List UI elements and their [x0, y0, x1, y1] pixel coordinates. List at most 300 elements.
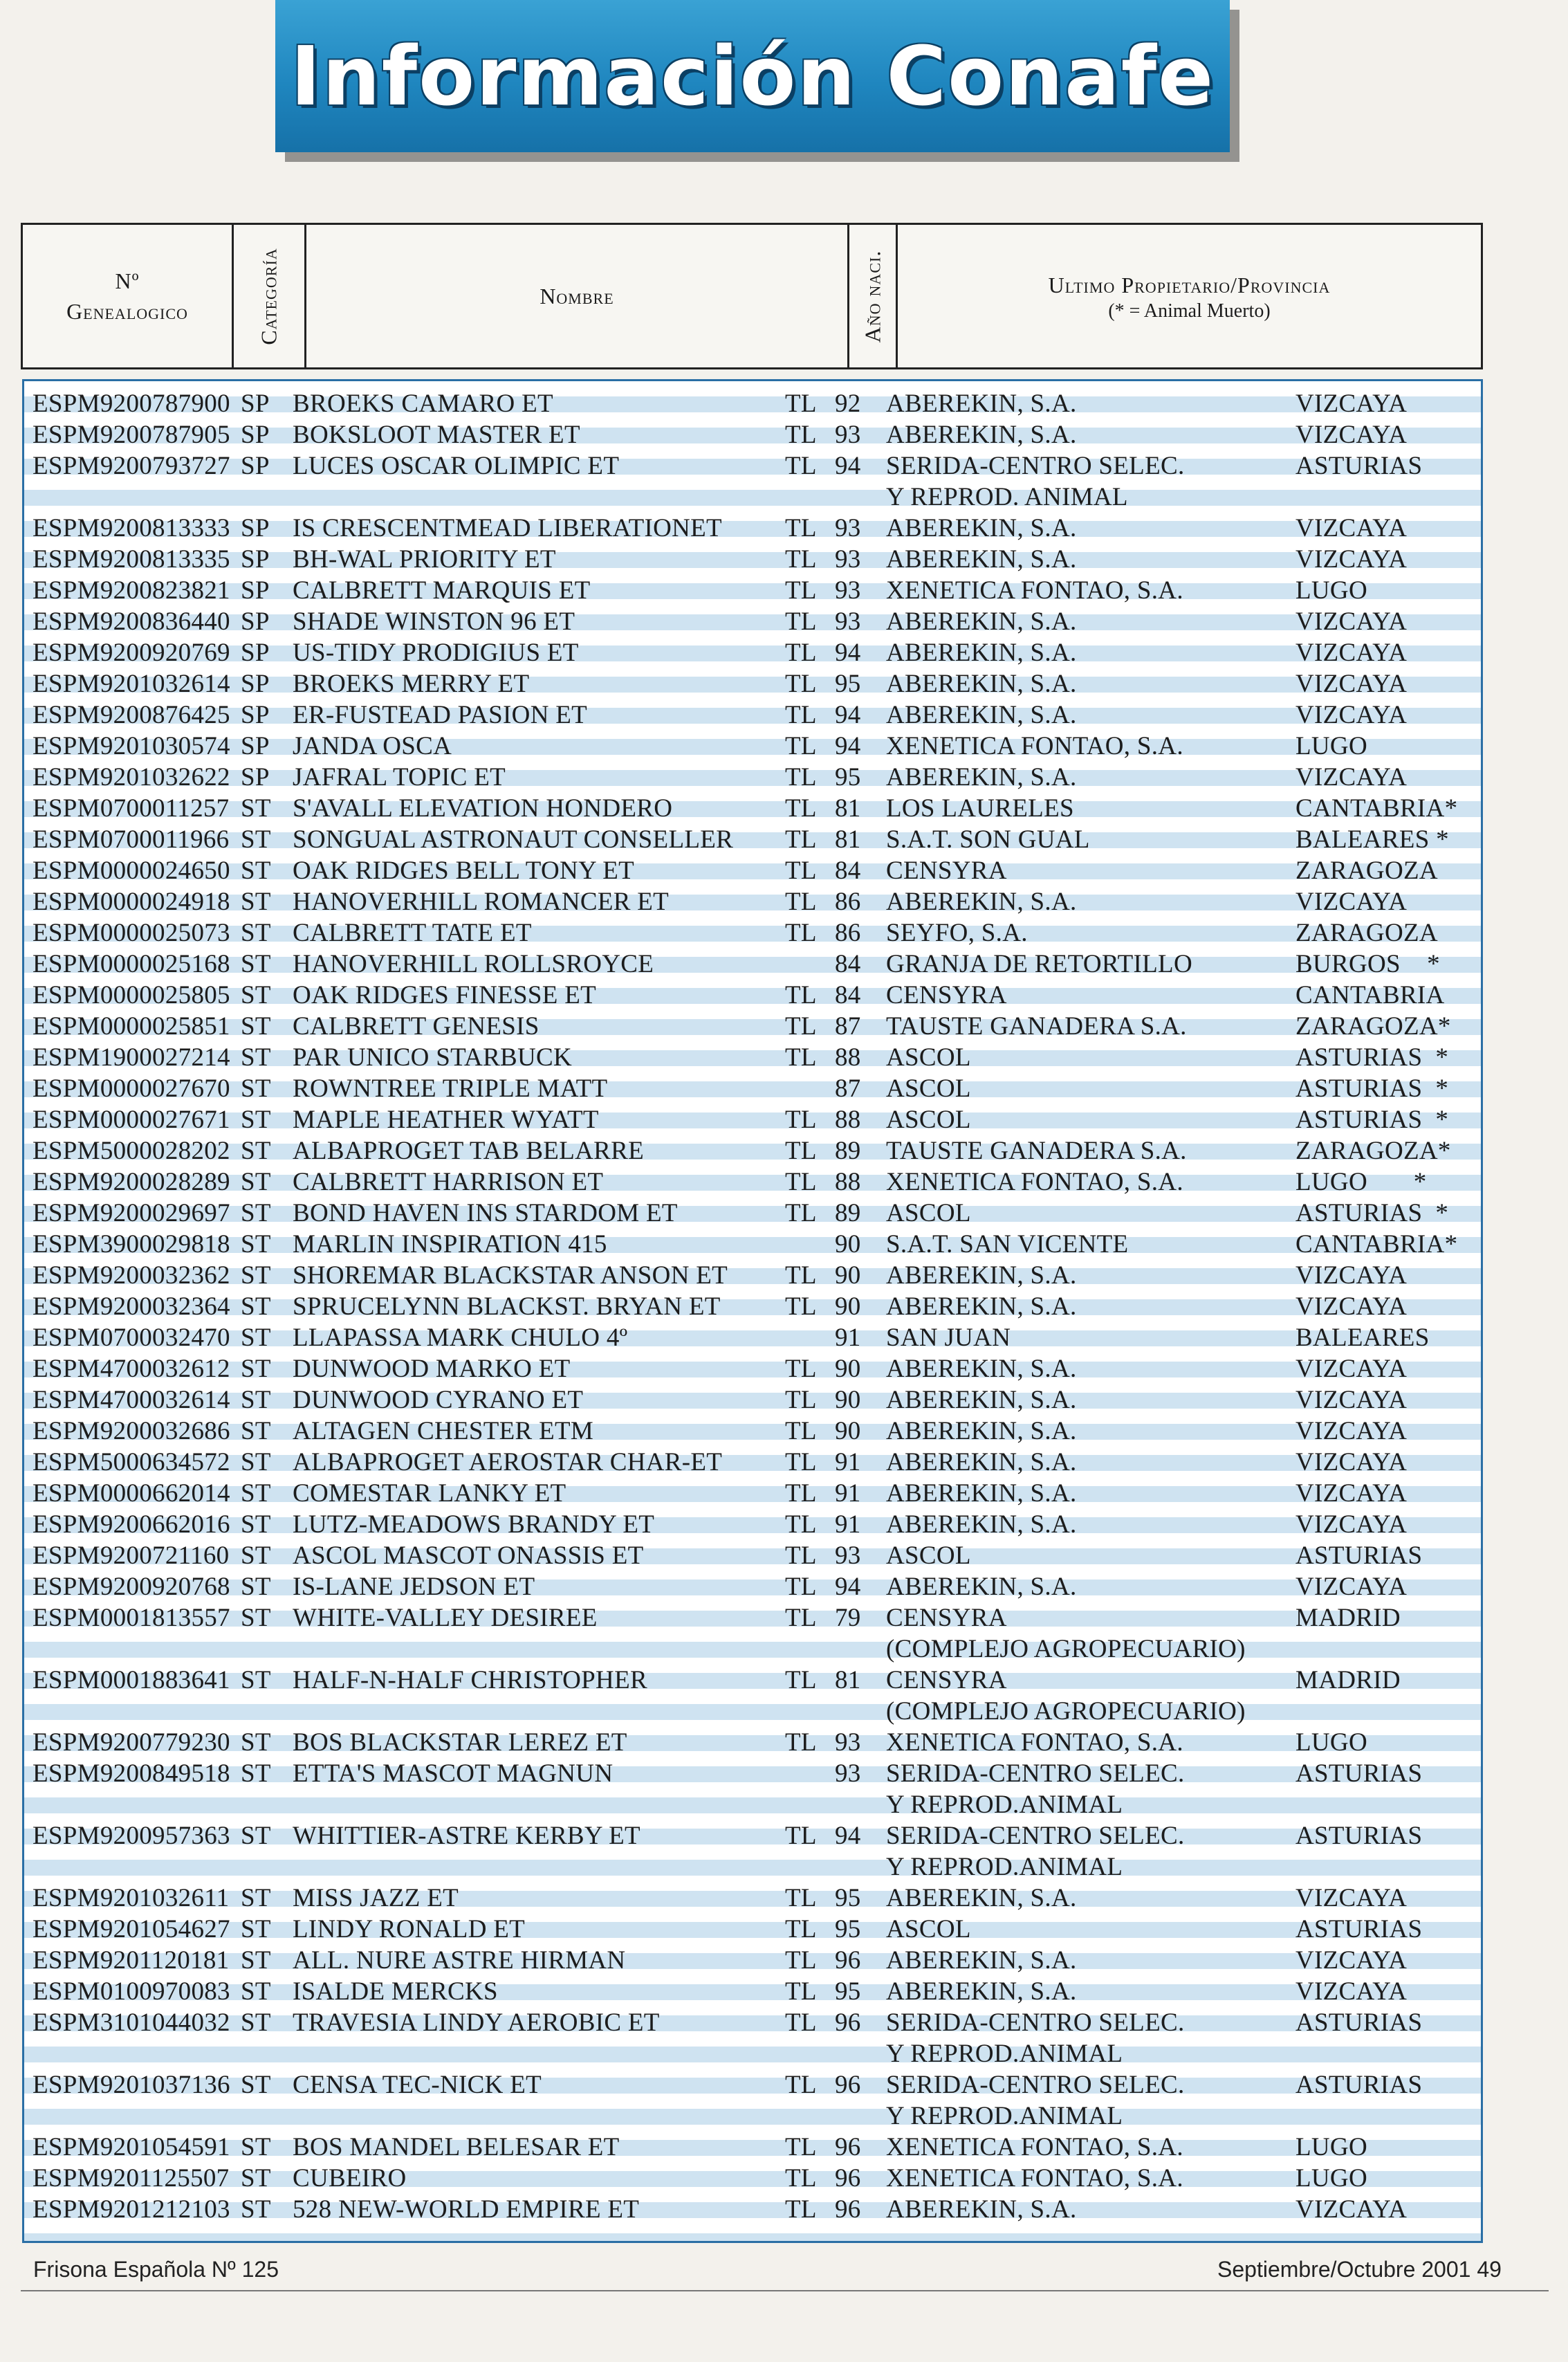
cell-provincia: CANTABRIA [1295, 981, 1445, 1009]
cell-provincia: ZARAGOZA* [1295, 1012, 1451, 1041]
cell-categoria: SP [241, 421, 270, 449]
cell-tl: TL [785, 1573, 817, 1601]
cell-nombre: HANOVERHILL ROMANCER ET [293, 888, 670, 916]
cell-genealogico: ESPM0000027671 [33, 1106, 230, 1134]
cell-genealogico: ESPM9201125507 [33, 2164, 230, 2192]
cell-tl: TL [785, 1977, 817, 2006]
cell-genealogico: ESPM0000025805 [33, 981, 230, 1009]
cell-tl: TL [785, 1355, 817, 1383]
cell-ano: 95 [835, 1977, 861, 2006]
cell-propietario: ABEREKIN, S.A. [886, 2195, 1077, 2224]
cell-tl: TL [785, 1604, 817, 1632]
cell-tl: TL [785, 1946, 817, 1975]
cell-ano: 86 [835, 919, 861, 947]
cell-provincia: VIZCAYA [1295, 1884, 1408, 1912]
cell-categoria: ST [241, 2133, 271, 2161]
cell-provincia: VIZCAYA [1295, 2195, 1408, 2224]
cell-genealogico: ESPM9200836440 [33, 607, 230, 636]
cell-genealogico: ESPM0100970083 [33, 1977, 230, 2006]
cell-ano: 89 [835, 1199, 861, 1227]
cell-provincia: ASTURIAS * [1295, 1199, 1449, 1227]
cell-propietario: ABEREKIN, S.A. [886, 545, 1077, 574]
cell-ano: 87 [835, 1074, 861, 1103]
cell-provincia: CANTABRIA* [1295, 1230, 1458, 1258]
cell-categoria: ST [241, 1915, 271, 1943]
cell-tl: TL [785, 1417, 817, 1445]
cell-tl: TL [785, 763, 817, 791]
cell-genealogico: ESPM0000025073 [33, 919, 230, 947]
cell-nombre: CALBRETT HARRISON ET [293, 1168, 604, 1196]
cell-ano: 96 [835, 1946, 861, 1975]
cell-provincia: VIZCAYA [1295, 763, 1408, 791]
cell-categoria: ST [241, 1043, 271, 1072]
cell-tl: TL [785, 732, 817, 760]
cell-provincia: VIZCAYA [1295, 545, 1408, 574]
cell-tl: TL [785, 1884, 817, 1912]
cell-tl: TL [785, 2071, 817, 2099]
cell-ano: 90 [835, 1355, 861, 1383]
cell-genealogico: ESPM1900027214 [33, 1043, 230, 1072]
cell-provincia: VIZCAYA [1295, 1479, 1408, 1508]
cell-categoria: ST [241, 1510, 271, 1539]
cell-propietario: ABEREKIN, S.A. [886, 1292, 1077, 1321]
cell-genealogico: ESPM9201030574 [33, 732, 230, 760]
header-categoria [234, 225, 306, 367]
cell-categoria: ST [241, 1728, 271, 1757]
cell-tl: TL [785, 919, 817, 947]
cell-nombre: MARLIN INSPIRATION 415 [293, 1230, 607, 1258]
cell-genealogico: ESPM0000024918 [33, 888, 230, 916]
cell-propietario: ABEREKIN, S.A. [886, 1261, 1077, 1290]
cell-genealogico: ESPM0700032470 [33, 1324, 230, 1352]
cell-categoria: SP [241, 390, 270, 418]
cell-genealogico: ESPM9200787900 [33, 390, 230, 418]
cell-ano: 81 [835, 825, 861, 854]
cell-tl: TL [785, 421, 817, 449]
cell-provincia: VIZCAYA [1295, 888, 1408, 916]
cell-categoria: ST [241, 2071, 271, 2099]
cell-tl: TL [785, 1479, 817, 1508]
cell-nombre: CALBRETT TATE ET [293, 919, 532, 947]
cell-tl: TL [785, 1292, 817, 1321]
cell-propietario: ASCOL [886, 1043, 971, 1072]
cell-tl: TL [785, 607, 817, 636]
cell-categoria: ST [241, 1355, 271, 1383]
cell-provincia: ZARAGOZA* [1295, 1137, 1451, 1165]
cell-genealogico: ESPM3900029818 [33, 1230, 230, 1258]
header-genealogico [23, 225, 234, 367]
cell-categoria: ST [241, 1666, 271, 1694]
cell-provincia: LUGO [1295, 2164, 1367, 2192]
cell-nombre: SHADE WINSTON 96 ET [293, 607, 575, 636]
cell-genealogico: ESPM9200920768 [33, 1573, 230, 1601]
cell-categoria: ST [241, 1541, 271, 1570]
cell-tl: TL [785, 888, 817, 916]
cell-tl: TL [785, 857, 817, 885]
cell-provincia: MADRID [1295, 1666, 1401, 1694]
cell-genealogico: ESPM0001813557 [33, 1604, 230, 1632]
cell-propietario: XENETICA FONTAO, S.A. [886, 2133, 1183, 2161]
cell-ano: 95 [835, 670, 861, 698]
cell-provincia: ASTURIAS [1295, 1915, 1423, 1943]
cell-nombre: LUTZ-MEADOWS BRANDY ET [293, 1510, 655, 1539]
cell-ano: 90 [835, 1261, 861, 1290]
cell-genealogico: ESPM0000025168 [33, 950, 230, 978]
cell-ano: 81 [835, 794, 861, 823]
cell-provincia: VIZCAYA [1295, 670, 1408, 698]
cell-categoria: SP [241, 607, 270, 636]
cell-categoria: ST [241, 1479, 271, 1508]
cell-propietario: ABEREKIN, S.A. [886, 763, 1077, 791]
cell-categoria: ST [241, 857, 271, 885]
cell-ano: 94 [835, 1822, 861, 1850]
cell-genealogico: ESPM9200028289 [33, 1168, 230, 1196]
cell-propietario: ABEREKIN, S.A. [886, 607, 1077, 636]
cell-propietario: ABEREKIN, S.A. [886, 421, 1077, 449]
cell-genealogico: ESPM9200876425 [33, 701, 230, 729]
cell-ano: 87 [835, 1012, 861, 1041]
cell-nombre: BH-WAL PRIORITY ET [293, 545, 556, 574]
cell-propietario: ABEREKIN, S.A. [886, 888, 1077, 916]
cell-tl: TL [785, 390, 817, 418]
cell-genealogico: ESPM9201120181 [33, 1946, 230, 1975]
cell-propietario: SERIDA-CENTRO SELEC. Y REPROD.ANIMAL [886, 2071, 1185, 2130]
cell-genealogico: ESPM5000028202 [33, 1137, 230, 1165]
cell-categoria: ST [241, 825, 271, 854]
cell-categoria: SP [241, 701, 270, 729]
cell-tl: TL [785, 1137, 817, 1165]
cell-ano: 81 [835, 1666, 861, 1694]
cell-categoria: ST [241, 1417, 271, 1445]
header-categoria-label: Categoría [256, 247, 282, 345]
cell-categoria: ST [241, 1604, 271, 1632]
cell-categoria: ST [241, 1324, 271, 1352]
cell-propietario: LOS LAURELES [886, 794, 1074, 823]
cell-nombre: MISS JAZZ ET [293, 1884, 459, 1912]
cell-propietario: ASCOL [886, 1915, 971, 1943]
cell-ano: 93 [835, 607, 861, 636]
cell-nombre: CENSA TEC-NICK ET [293, 2071, 542, 2099]
bulls-table [22, 379, 1483, 2243]
cell-tl: TL [785, 701, 817, 729]
cell-provincia: VIZCAYA [1295, 639, 1408, 667]
cell-ano: 96 [835, 2133, 861, 2161]
cell-tl: TL [785, 1510, 817, 1539]
cell-categoria: ST [241, 1106, 271, 1134]
cell-propietario: ABEREKIN, S.A. [886, 1355, 1077, 1383]
footer-date-page: Septiembre/Octubre 2001 49 [1217, 2257, 1502, 2282]
header-nombre-label: Nombre [539, 284, 614, 309]
cell-propietario: ABEREKIN, S.A. [886, 1573, 1077, 1601]
cell-propietario: ABEREKIN, S.A. [886, 1479, 1077, 1508]
cell-propietario: ASCOL [886, 1106, 971, 1134]
cell-provincia: BALEARES [1295, 1324, 1430, 1352]
cell-nombre: IS-LANE JEDSON ET [293, 1573, 535, 1601]
cell-tl: TL [785, 1822, 817, 1850]
cell-genealogico: ESPM3101044032 [33, 2008, 230, 2037]
cell-provincia: CANTABRIA* [1295, 794, 1458, 823]
cell-tl: TL [785, 1386, 817, 1414]
cell-nombre: OAK RIDGES FINESSE ET [293, 981, 597, 1009]
cell-propietario: ABEREKIN, S.A. [886, 390, 1077, 418]
cell-categoria: ST [241, 1884, 271, 1912]
cell-provincia: LUGO * [1295, 1168, 1427, 1196]
cell-propietario: ABEREKIN, S.A. [886, 1946, 1077, 1975]
cell-provincia: VIZCAYA [1295, 1355, 1408, 1383]
cell-tl: TL [785, 545, 817, 574]
cell-provincia: LUGO [1295, 2133, 1367, 2161]
cell-categoria: ST [241, 1199, 271, 1227]
cell-nombre: SHOREMAR BLACKSTAR ANSON ET [293, 1261, 728, 1290]
cell-tl: TL [785, 1168, 817, 1196]
cell-provincia: ASTURIAS [1295, 2071, 1423, 2099]
cell-nombre: COMESTAR LANKY ET [293, 1479, 566, 1508]
cell-provincia: VIZCAYA [1295, 1386, 1408, 1414]
cell-genealogico: ESPM9200849518 [33, 1759, 230, 1788]
cell-provincia: ASTURIAS [1295, 1759, 1423, 1788]
cell-nombre: LLAPASSA MARK CHULO 4º [293, 1324, 628, 1352]
cell-propietario: SERIDA-CENTRO SELEC. Y REPROD. ANIMAL [886, 452, 1185, 511]
cell-nombre: IS CRESCENTMEAD LIBERATIONET [293, 514, 722, 542]
cell-categoria: SP [241, 514, 270, 542]
cell-propietario: ABEREKIN, S.A. [886, 1448, 1077, 1476]
cell-categoria: ST [241, 1822, 271, 1850]
cell-genealogico: ESPM4700032612 [33, 1355, 230, 1383]
cell-genealogico: ESPM9200957363 [33, 1822, 230, 1850]
cell-categoria: ST [241, 2008, 271, 2037]
cell-categoria: ST [241, 1386, 271, 1414]
cell-ano: 90 [835, 1386, 861, 1414]
cell-nombre: LINDY RONALD ET [293, 1915, 526, 1943]
cell-propietario: ASCOL [886, 1199, 971, 1227]
cell-genealogico: ESPM9200032362 [33, 1261, 230, 1290]
cell-genealogico: ESPM9201212103 [33, 2195, 230, 2224]
cell-ano: 88 [835, 1106, 861, 1134]
cell-provincia: LUGO [1295, 732, 1367, 760]
cell-provincia: ASTURIAS * [1295, 1106, 1449, 1134]
cell-categoria: SP [241, 763, 270, 791]
cell-ano: 95 [835, 763, 861, 791]
cell-nombre: BOKSLOOT MASTER ET [293, 421, 580, 449]
cell-propietario: ABEREKIN, S.A. [886, 1510, 1077, 1539]
cell-propietario: SERIDA-CENTRO SELEC. Y REPROD.ANIMAL [886, 2008, 1185, 2068]
cell-categoria: ST [241, 1230, 271, 1258]
cell-tl: TL [785, 1666, 817, 1694]
cell-ano: 94 [835, 639, 861, 667]
cell-ano: 96 [835, 2071, 861, 2099]
cell-provincia: VIZCAYA [1295, 607, 1408, 636]
cell-propietario: XENETICA FONTAO, S.A. [886, 576, 1183, 605]
cell-ano: 90 [835, 1230, 861, 1258]
cell-genealogico: ESPM4700032614 [33, 1386, 230, 1414]
cell-nombre: CUBEIRO [293, 2164, 407, 2192]
cell-propietario: S.A.T. SAN VICENTE [886, 1230, 1129, 1258]
cell-nombre: US-TIDY PRODIGIUS ET [293, 639, 579, 667]
cell-propietario: ABEREKIN, S.A. [886, 701, 1077, 729]
cell-propietario: SERIDA-CENTRO SELEC. Y REPROD.ANIMAL [886, 1759, 1185, 1819]
cell-nombre: DUNWOOD MARKO ET [293, 1355, 571, 1383]
cell-ano: 90 [835, 1292, 861, 1321]
cell-tl: TL [785, 794, 817, 823]
cell-categoria: ST [241, 2195, 271, 2224]
cell-categoria: SP [241, 545, 270, 574]
cell-provincia: ASTURIAS * [1295, 1074, 1449, 1103]
cell-provincia: VIZCAYA [1295, 1573, 1408, 1601]
cell-genealogico: ESPM0700011257 [33, 794, 230, 823]
cell-genealogico: ESPM9200029697 [33, 1199, 230, 1227]
cell-nombre: WHITTIER-ASTRE KERBY ET [293, 1822, 640, 1850]
cell-ano: 89 [835, 1137, 861, 1165]
cell-genealogico: ESPM0000662014 [33, 1479, 230, 1508]
footer-divider [21, 2290, 1549, 2291]
cell-nombre: LUCES OSCAR OLIMPIC ET [293, 452, 620, 480]
cell-ano: 96 [835, 2164, 861, 2192]
cell-ano: 84 [835, 857, 861, 885]
cell-tl: TL [785, 2133, 817, 2161]
cell-ano: 91 [835, 1448, 861, 1476]
cell-nombre: ETTA'S MASCOT MAGNUN [293, 1759, 614, 1788]
cell-categoria: SP [241, 452, 270, 480]
cell-tl: TL [785, 639, 817, 667]
cell-nombre: ROWNTREE TRIPLE MATT [293, 1074, 608, 1103]
cell-nombre: BOS BLACKSTAR LEREZ ET [293, 1728, 627, 1757]
cell-categoria: ST [241, 1946, 271, 1975]
cell-genealogico: ESPM0000027670 [33, 1074, 230, 1103]
cell-propietario: CENSYRA [886, 981, 1007, 1009]
cell-genealogico: ESPM9200662016 [33, 1510, 230, 1539]
cell-categoria: ST [241, 1759, 271, 1788]
cell-categoria: ST [241, 794, 271, 823]
cell-nombre: S'AVALL ELEVATION HONDERO [293, 794, 673, 823]
cell-nombre: JAFRAL TOPIC ET [293, 763, 506, 791]
cell-categoria: ST [241, 1448, 271, 1476]
cell-propietario: ABEREKIN, S.A. [886, 1884, 1077, 1912]
cell-tl: TL [785, 1261, 817, 1290]
cell-ano: 93 [835, 1728, 861, 1757]
cell-provincia: ASTURIAS [1295, 2008, 1423, 2037]
cell-categoria: ST [241, 919, 271, 947]
cell-propietario: TAUSTE GANADERA S.A. [886, 1012, 1187, 1041]
cell-ano: 88 [835, 1168, 861, 1196]
cell-nombre: JANDA OSCA [293, 732, 452, 760]
cell-ano: 94 [835, 1573, 861, 1601]
cell-provincia: BALEARES * [1295, 825, 1449, 854]
cell-nombre: ALBAPROGET TAB BELARRE [293, 1137, 644, 1165]
cell-propietario: XENETICA FONTAO, S.A. [886, 1168, 1183, 1196]
cell-provincia: ZARAGOZA [1295, 857, 1438, 885]
cell-nombre: TRAVESIA LINDY AEROBIC ET [293, 2008, 660, 2037]
cell-ano: 92 [835, 390, 861, 418]
cell-propietario: GRANJA DE RETORTILLO [886, 950, 1192, 978]
cell-tl: TL [785, 1043, 817, 1072]
cell-provincia: ASTURIAS * [1295, 1043, 1449, 1072]
cell-genealogico: ESPM9201032622 [33, 763, 230, 791]
cell-ano: 93 [835, 514, 861, 542]
cell-provincia: ASTURIAS [1295, 1541, 1423, 1570]
cell-categoria: ST [241, 1168, 271, 1196]
cell-genealogico: ESPM0000025851 [33, 1012, 230, 1041]
cell-nombre: ALBAPROGET AEROSTAR CHAR-ET [293, 1448, 723, 1476]
cell-tl: TL [785, 576, 817, 605]
cell-provincia: LUGO [1295, 1728, 1367, 1757]
cell-tl: TL [785, 1199, 817, 1227]
cell-nombre: SPRUCELYNN BLACKST. BRYAN ET [293, 1292, 721, 1321]
page-title: Información Conafe [290, 28, 1215, 124]
cell-nombre: SONGUAL ASTRONAUT CONSELLER [293, 825, 734, 854]
cell-propietario: SEYFO, S.A. [886, 919, 1028, 947]
cell-genealogico: ESPM9200779230 [33, 1728, 230, 1757]
cell-genealogico: ESPM9200813333 [33, 514, 230, 542]
cell-nombre: PAR UNICO STARBUCK [293, 1043, 573, 1072]
cell-genealogico: ESPM0700011966 [33, 825, 230, 854]
cell-provincia: LUGO [1295, 576, 1367, 605]
cell-propietario: ABEREKIN, S.A. [886, 514, 1077, 542]
header-ano-naci-label: Año naci. [860, 250, 885, 342]
cell-propietario: ABEREKIN, S.A. [886, 670, 1077, 698]
cell-ano: 91 [835, 1479, 861, 1508]
cell-propietario: ABEREKIN, S.A. [886, 639, 1077, 667]
cell-propietario: XENETICA FONTAO, S.A. [886, 2164, 1183, 2192]
cell-genealogico: ESPM9200920769 [33, 639, 230, 667]
cell-categoria: SP [241, 639, 270, 667]
cell-categoria: ST [241, 1261, 271, 1290]
header-genealogico-label: Nº Genealogico [66, 268, 188, 324]
cell-genealogico: ESPM5000634572 [33, 1448, 230, 1476]
cell-ano: 93 [835, 1541, 861, 1570]
cell-tl: TL [785, 1106, 817, 1134]
cell-categoria: ST [241, 1977, 271, 2006]
cell-provincia: VIZCAYA [1295, 701, 1408, 729]
cell-provincia: VIZCAYA [1295, 1448, 1408, 1476]
cell-categoria: ST [241, 981, 271, 1009]
cell-ano: 88 [835, 1043, 861, 1072]
cell-tl: TL [785, 2008, 817, 2037]
cell-nombre: WHITE-VALLEY DESIREE [293, 1604, 598, 1632]
cell-ano: 79 [835, 1604, 861, 1632]
cell-tl: TL [785, 1012, 817, 1041]
cell-propietario: ABEREKIN, S.A. [886, 1417, 1077, 1445]
cell-tl: TL [785, 825, 817, 854]
cell-nombre: BOND HAVEN INS STARDOM ET [293, 1199, 678, 1227]
cell-propietario: ASCOL [886, 1074, 971, 1103]
cell-tl: TL [785, 670, 817, 698]
cell-tl: TL [785, 452, 817, 480]
cell-propietario: SAN JUAN [886, 1324, 1011, 1352]
cell-propietario: S.A.T. SON GUAL [886, 825, 1090, 854]
cell-ano: 95 [835, 1884, 861, 1912]
cell-tl: TL [785, 1728, 817, 1757]
footer-magazine: Frisona Española Nº 125 [33, 2257, 279, 2282]
cell-nombre: HANOVERHILL ROLLSROYCE [293, 950, 654, 978]
cell-propietario: ABEREKIN, S.A. [886, 1977, 1077, 2006]
cell-provincia: MADRID [1295, 1604, 1401, 1632]
cell-genealogico: ESPM0000024650 [33, 857, 230, 885]
cell-propietario: ABEREKIN, S.A. [886, 1386, 1077, 1414]
cell-propietario: XENETICA FONTAO, S.A. [886, 1728, 1183, 1757]
cell-ano: 94 [835, 452, 861, 480]
cell-nombre: ISALDE MERCKS [293, 1977, 498, 2006]
cell-ano: 96 [835, 2008, 861, 2037]
cell-categoria: SP [241, 732, 270, 760]
cell-provincia: VIZCAYA [1295, 514, 1408, 542]
cell-ano: 93 [835, 576, 861, 605]
cell-genealogico: ESPM9201032614 [33, 670, 230, 698]
cell-genealogico: ESPM9201054627 [33, 1915, 230, 1943]
header-propietario-label: Ultimo Propietario/Provincia [1048, 273, 1331, 297]
cell-ano: 95 [835, 1915, 861, 1943]
table-header [21, 223, 1483, 369]
header-ano-naci [849, 225, 898, 367]
